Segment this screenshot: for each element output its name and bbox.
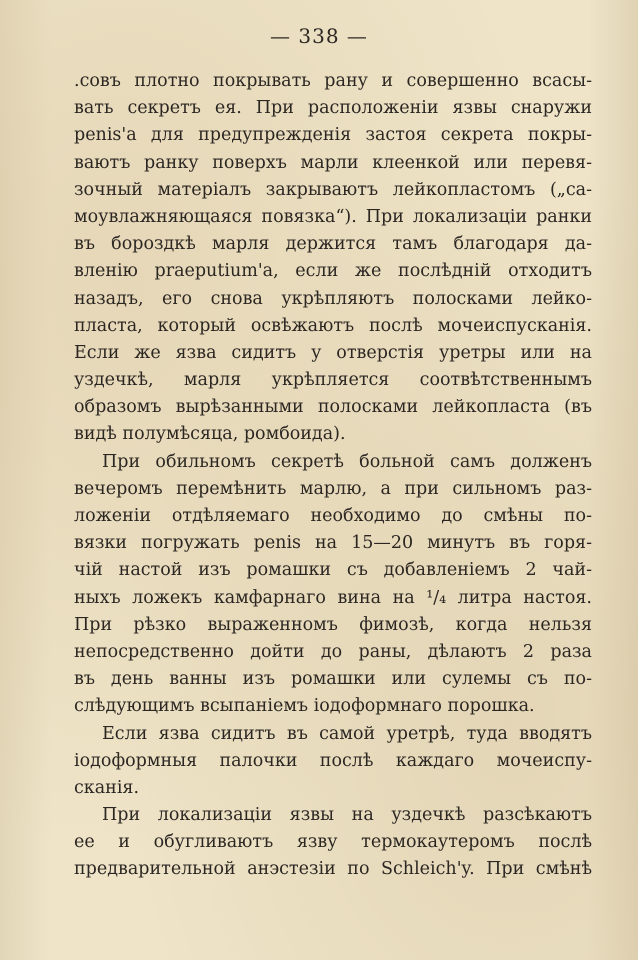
text-line: пласта, который освѣжаютъ послѣ мочеиспусканiя. xyxy=(74,315,592,336)
text-line: При обильномъ секретѣ больной самъ долженъ xyxy=(102,451,592,472)
text-line: уздечкѣ, марля укрѣпляется соотвѣтственнымъ xyxy=(74,370,592,391)
text-line: При рѣзко выраженномъ фимозѣ, когда нельзя xyxy=(74,614,592,635)
text-line: зочный матерiалъ закрываютъ лейкопластомъ („са- xyxy=(74,179,592,200)
text-line: При локализацiи язвы на уздечкѣ разсѣкаютъ xyxy=(102,805,592,826)
text-line: образомъ вырѣзанными полосками лейкопласта (въ xyxy=(74,397,592,418)
paragraph xyxy=(74,449,592,721)
text-line: назадъ, его снова укрѣпляютъ полосками лейко- xyxy=(74,288,592,309)
text-line: Если язва сидитъ въ самой уретрѣ, туда вводятъ xyxy=(102,723,592,744)
body-text xyxy=(74,68,592,884)
text-line: слѣдующимъ всыпанiемъ iодоформнаго порошка. xyxy=(74,696,535,717)
text-line: ее и обугливаютъ язву термокаутеромъ послѣ xyxy=(74,832,592,853)
text-line: Если же язва сидитъ у отверстiя уретры или на xyxy=(74,342,592,363)
paragraph xyxy=(74,802,592,884)
text-line: видѣ полумѣсяца, ромбоида). xyxy=(74,424,346,445)
text-line: ваютъ ранку поверхъ марли клеенкой или перевя- xyxy=(74,152,592,173)
text-line: въ день ванны изъ ромашки или сулемы съ по- xyxy=(74,669,592,690)
text-line: моувлажняющаяся повязка“). При локализацiи ранки xyxy=(74,206,592,227)
text-line: предварительной анэстезiи по Schleich'y. При смѣнѣ xyxy=(74,859,592,880)
text-line: непосредственно дойти до раны, дѣлаютъ 2 раза xyxy=(74,641,592,662)
text-line: penis'a для предупрежденiя застоя секрета покры- xyxy=(74,125,592,146)
page-number: — 338 — xyxy=(270,24,368,48)
text-line: въ бороздкѣ марля держится тамъ благодаря да- xyxy=(74,234,592,255)
text-line: вечеромъ перемѣнить марлю, а при сильномъ раз- xyxy=(74,478,592,499)
text-line: вать секретъ ея. При расположенiи язвы снаружи xyxy=(74,98,592,119)
text-line: сканiя. xyxy=(74,777,140,798)
text-line: ложенiи отдѣляемаго необходимо до смѣны по- xyxy=(74,506,592,526)
text-line: .совъ плотно покрывать рану и совершенно всасы- xyxy=(74,71,592,91)
paragraph xyxy=(74,721,592,803)
paragraph xyxy=(74,68,592,449)
text-line: чiй настой изъ ромашки съ добавленiемъ 2 чай- xyxy=(74,560,592,581)
text-line: вленiю praeputium'a, если же послѣднiй отходитъ xyxy=(74,261,592,282)
text-line: вязки погружать penis на 15—20 минутъ въ горя- xyxy=(74,533,592,554)
text-line: ныхъ ложекъ камфарнаго вина на ¹/₄ литра настоя. xyxy=(74,587,592,608)
text-line: iодоформныя палочки послѣ каждаго мочеиспу- xyxy=(74,750,592,771)
